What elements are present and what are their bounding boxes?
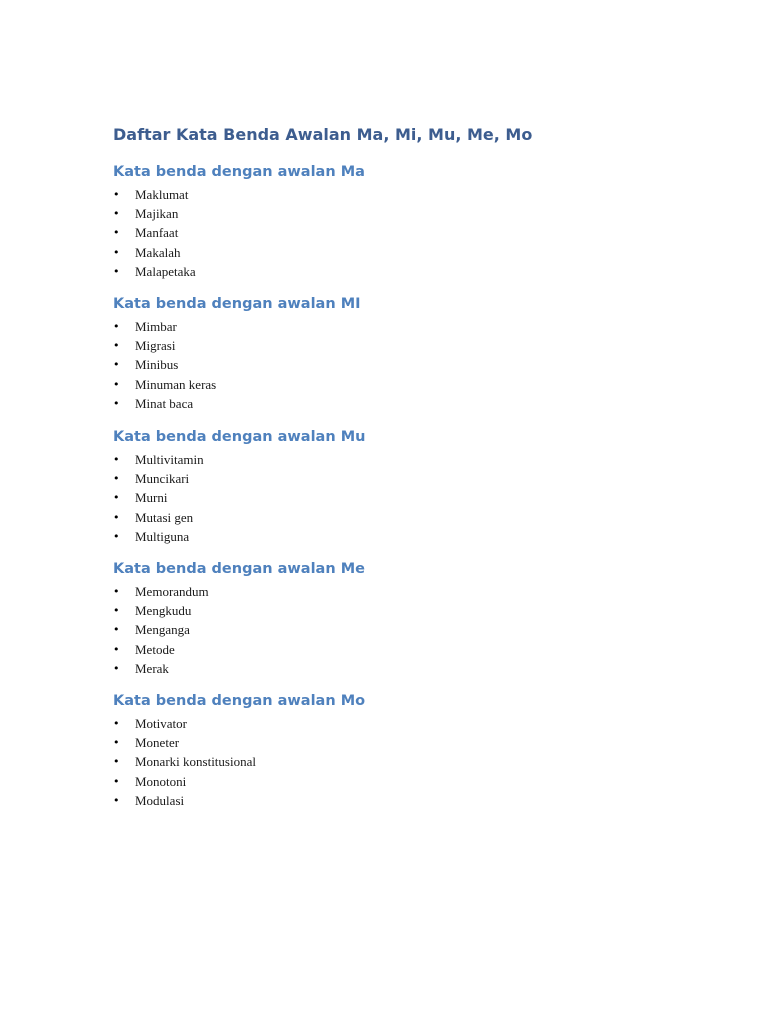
bullet-icon: • (113, 339, 120, 353)
list-item (113, 752, 613, 771)
bullet-icon: • (113, 623, 120, 637)
list-item (113, 640, 613, 659)
bullet-icon: • (113, 585, 120, 598)
list-item (113, 488, 613, 507)
list-item (113, 791, 613, 810)
list-item-text: Menganga (135, 622, 190, 638)
bullet-icon: • (113, 207, 120, 221)
bullet-icon: • (113, 453, 120, 466)
bullet-icon: • (113, 472, 120, 486)
list-item (113, 375, 613, 394)
list-item-text: Monarki konstitusional (135, 754, 256, 770)
list-item (113, 469, 613, 488)
section-awalan-mi (113, 294, 613, 413)
list-item (113, 601, 613, 620)
section-heading: Kata benda dengan awalan Mu (113, 429, 366, 445)
list-item-text: Migrasi (135, 338, 176, 354)
section-awalan-mu (113, 427, 613, 546)
word-list (113, 714, 613, 810)
list-item (113, 620, 613, 639)
bullet-icon: • (113, 226, 120, 240)
list-item (113, 714, 613, 733)
bullet-icon: • (113, 491, 120, 505)
bullet-icon: • (113, 755, 120, 769)
bullet-icon: • (113, 377, 120, 391)
list-item-text: Mutasi gen (135, 509, 194, 525)
list-item (113, 659, 613, 678)
list-item-text: Metode (135, 641, 175, 657)
word-list (113, 582, 613, 678)
bullet-icon: • (113, 529, 120, 543)
list-item-text: Mimbar (135, 319, 177, 334)
bullet-icon: • (113, 717, 120, 730)
list-item-text: Mengkudu (135, 603, 192, 619)
bullet-icon: • (113, 510, 120, 524)
section-heading: Kata benda dengan awalan Mo (113, 693, 366, 709)
bullet-icon: • (113, 793, 120, 807)
list-item (113, 185, 613, 204)
list-item (113, 394, 613, 413)
section-heading: Kata benda dengan awalan Me (113, 561, 365, 577)
list-item-text: Muncikari (135, 471, 190, 487)
word-list (113, 185, 613, 281)
list-item-text: Maklumat (135, 187, 189, 202)
list-item (113, 336, 613, 355)
list-item (113, 772, 613, 791)
list-item (113, 223, 613, 242)
section-awalan-mo (113, 691, 613, 810)
list-item-text: Majikan (135, 206, 179, 222)
section-awalan-me (113, 559, 613, 678)
word-list (113, 450, 613, 546)
list-item (113, 317, 613, 336)
word-list (113, 317, 613, 413)
bullet-icon: • (113, 736, 120, 750)
list-item-text: Multivitamin (135, 452, 204, 467)
list-item-text: Minat baca (135, 395, 194, 411)
bullet-icon: • (113, 320, 120, 333)
list-item (113, 508, 613, 527)
list-item (113, 582, 613, 601)
list-item (113, 450, 613, 469)
list-item (113, 204, 613, 223)
list-item-text: Malapetaka (135, 263, 196, 279)
list-item-text: Memorandum (135, 584, 209, 599)
list-item (113, 527, 613, 546)
bullet-icon: • (113, 642, 120, 656)
list-item-text: Modulasi (135, 792, 185, 808)
list-item-text: Manfaat (135, 225, 179, 241)
bullet-icon: • (113, 188, 120, 201)
section-heading: Kata benda dengan awalan Ma (113, 164, 365, 180)
list-item (113, 355, 613, 374)
page-title: Daftar Kata Benda Awalan Ma, Mi, Mu, Me, Mo (113, 125, 533, 144)
list-item (113, 262, 613, 281)
list-item (113, 733, 613, 752)
list-item-text: Motivator (135, 716, 187, 731)
section-awalan-ma (113, 162, 613, 281)
bullet-icon: • (113, 245, 120, 259)
list-item-text: Moneter (135, 735, 180, 751)
bullet-icon: • (113, 774, 120, 788)
list-item (113, 243, 613, 262)
list-item-text: Multiguna (135, 528, 190, 544)
list-item-text: Monotoni (135, 773, 187, 789)
bullet-icon: • (113, 604, 120, 618)
section-heading: Kata benda dengan awalan MI (113, 296, 361, 312)
list-item-text: Makalah (135, 244, 181, 260)
bullet-icon: • (113, 396, 120, 410)
bullet-icon: • (113, 358, 120, 372)
list-item-text: Murni (135, 490, 168, 506)
list-item-text: Minuman keras (135, 376, 217, 392)
list-item-text: Minibus (135, 357, 179, 373)
bullet-icon: • (113, 661, 120, 675)
bullet-icon: • (113, 264, 120, 278)
list-item-text: Merak (135, 660, 169, 676)
